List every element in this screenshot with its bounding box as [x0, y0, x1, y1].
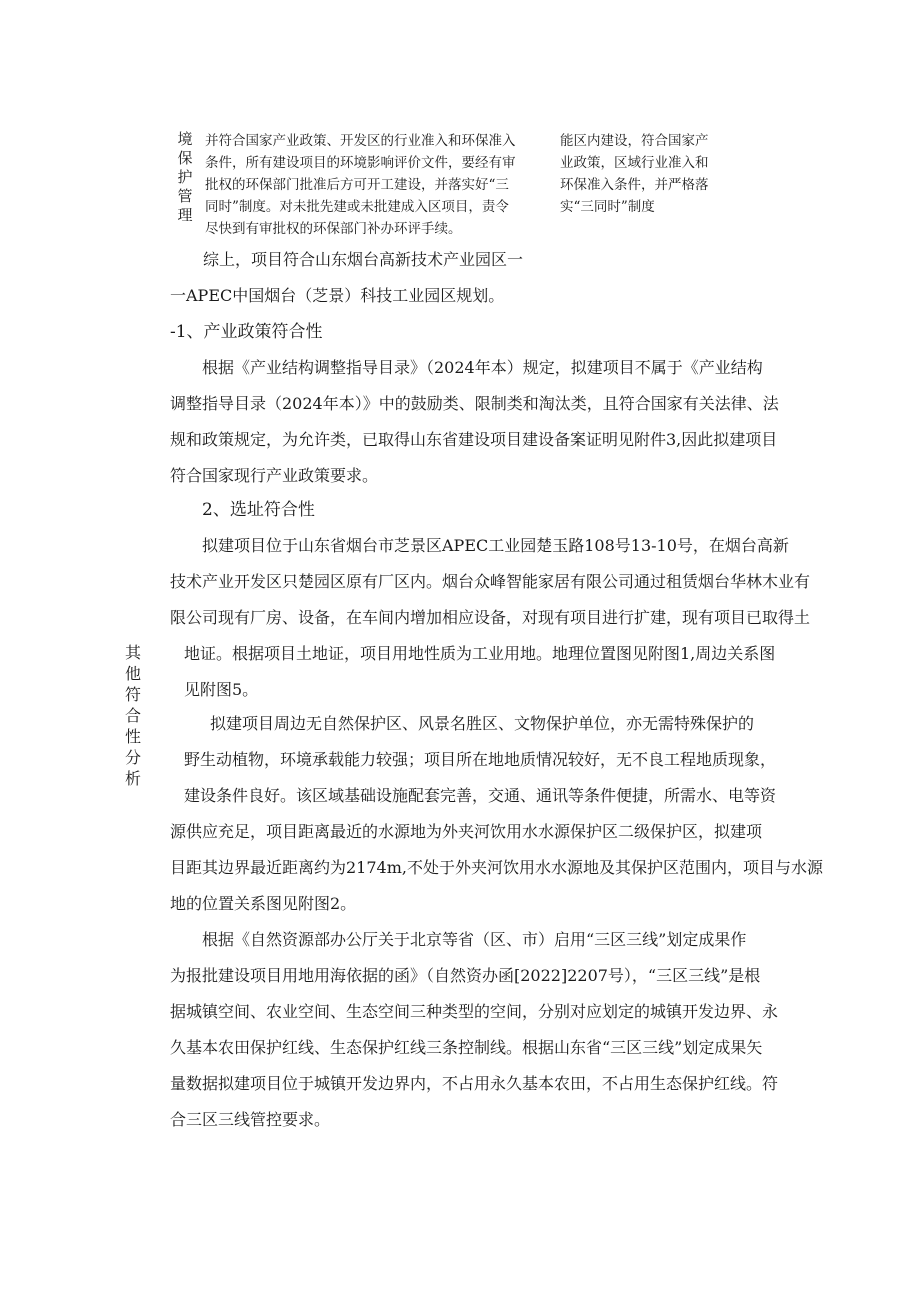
section2-line: 拟建项目位于山东省烟台市芝景区APEC工业园楚玉路108号13-10号，在烟台高新	[202, 536, 789, 555]
section2-heading: 2、选址符合性	[202, 500, 315, 520]
table-left-line: 尽快到有审批权的环保部门补办环评手续。	[205, 221, 462, 237]
table-right-line: 环保准入条件，并严格落	[560, 177, 709, 193]
table-left-line: 并符合国家产业政策、开发区的行业准入和环保准入	[205, 133, 516, 149]
section2-paragraph-1	[170, 528, 810, 708]
section2-line: 合三区三线管控要求。	[170, 1110, 331, 1129]
section2-line: 目距其边界最近距离约为2174m,不处于外夹河饮用水水源地及其保护区范围内，项目与水源	[170, 858, 823, 877]
section2-line: 野生动植物，环境承载能力较强；项目所在地地质情况较好，无不良工程地质现象，	[184, 750, 777, 769]
table-left-line: 条件，所有建设项目的环境影响评价文件，要经有审	[205, 155, 516, 171]
section2-line: 技术产业开发区只楚园区原有厂区内。烟台众峰智能家居有限公司通过租赁烟台华林木业有	[170, 572, 811, 591]
section1-line: 符合国家现行产业政策要求。	[170, 466, 379, 485]
table-left-cell	[205, 130, 550, 240]
table-right-line: 业政策，区域行业准入和	[560, 155, 709, 171]
conclusion-line: 一APEC中国烟台（芝景）科技工业园区规划。	[170, 286, 505, 305]
section2-line: 量数据拟建项目位于城镇开发边界内，不占用永久基本农田，不占用生态保护红线。符	[170, 1074, 779, 1093]
section1-line: 调整指导目录（2024年本）》中的鼓励类、限制类和淘汰类，且符合国家有关法律、法	[170, 394, 779, 413]
conclusion-line: 综上，项目符合山东烟台高新技术产业园区一	[203, 250, 524, 269]
table-right-line: 实“三同时”制度	[560, 199, 655, 215]
section1-heading: -1、产业政策符合性	[170, 322, 323, 342]
section2-paragraph-2	[170, 706, 823, 922]
section2-line: 见附图5。	[184, 680, 259, 699]
section2-line: 拟建项目周边无自然保护区、风景名胜区、文物保护单位，亦无需特殊保护的	[210, 714, 755, 733]
section2-line: 据城镇空间、农业空间、生态空间三种类型的空间，分别对应划定的城镇开发边界、永	[170, 1002, 779, 1021]
section2-line: 地证。根据项目土地证，项目用地性质为工业用地。地理位置图见附图1,周边关系图	[184, 644, 776, 663]
section2-line: 源供应充足，项目距离最近的水源地为外夹河饮用水水源保护区二级保护区，拟建项	[170, 822, 763, 841]
section2-line: 限公司现有厂房、设备，在车间内增加相应设备，对现有项目进行扩建，现有项目已取得土	[170, 608, 811, 627]
section1-line: 规和政策规定，为允许类，已取得山东省建设项目建设备案证明见附件3,因此拟建项目	[170, 430, 778, 449]
section2-line: 建设条件良好。该区域基础设施配套完善，交通、通讯等条件便捷，所需水、电等资	[184, 786, 777, 805]
table-row-label: 境保护管理	[177, 130, 193, 224]
table-left-line: 同时”制度。对未批先建或未批建成入区项目，责令	[205, 199, 509, 215]
table-right-line: 能区内建设，符合国家产	[560, 133, 709, 149]
section2-line: 久基本农田保护红线、生态保护红线三条控制线。根据山东省“三区三线”划定成果矢	[170, 1038, 763, 1057]
section2-paragraph-3	[170, 922, 810, 1138]
table-left-line: 批权的环保部门批准后方可开工建设，并落实好“三	[205, 177, 509, 193]
side-label: 其他符合性分析	[124, 643, 141, 788]
table-right-cell	[560, 130, 730, 218]
section2-line: 根据《自然资源部办公厅关于北京等省（区、市）启用“三区三线”划定成果作	[202, 930, 747, 949]
section1-line: 根据《产业结构调整指导目录》（2024年本）规定，拟建项目不属于《产业结构	[202, 358, 763, 377]
section2-line: 地的位置关系图见附图2。	[170, 894, 357, 913]
section2-line: 为报批建设项目用地用海依据的函》（自然资办函[2022]2207号），“三区三线”是根	[170, 966, 761, 985]
section1-paragraph	[170, 350, 810, 494]
